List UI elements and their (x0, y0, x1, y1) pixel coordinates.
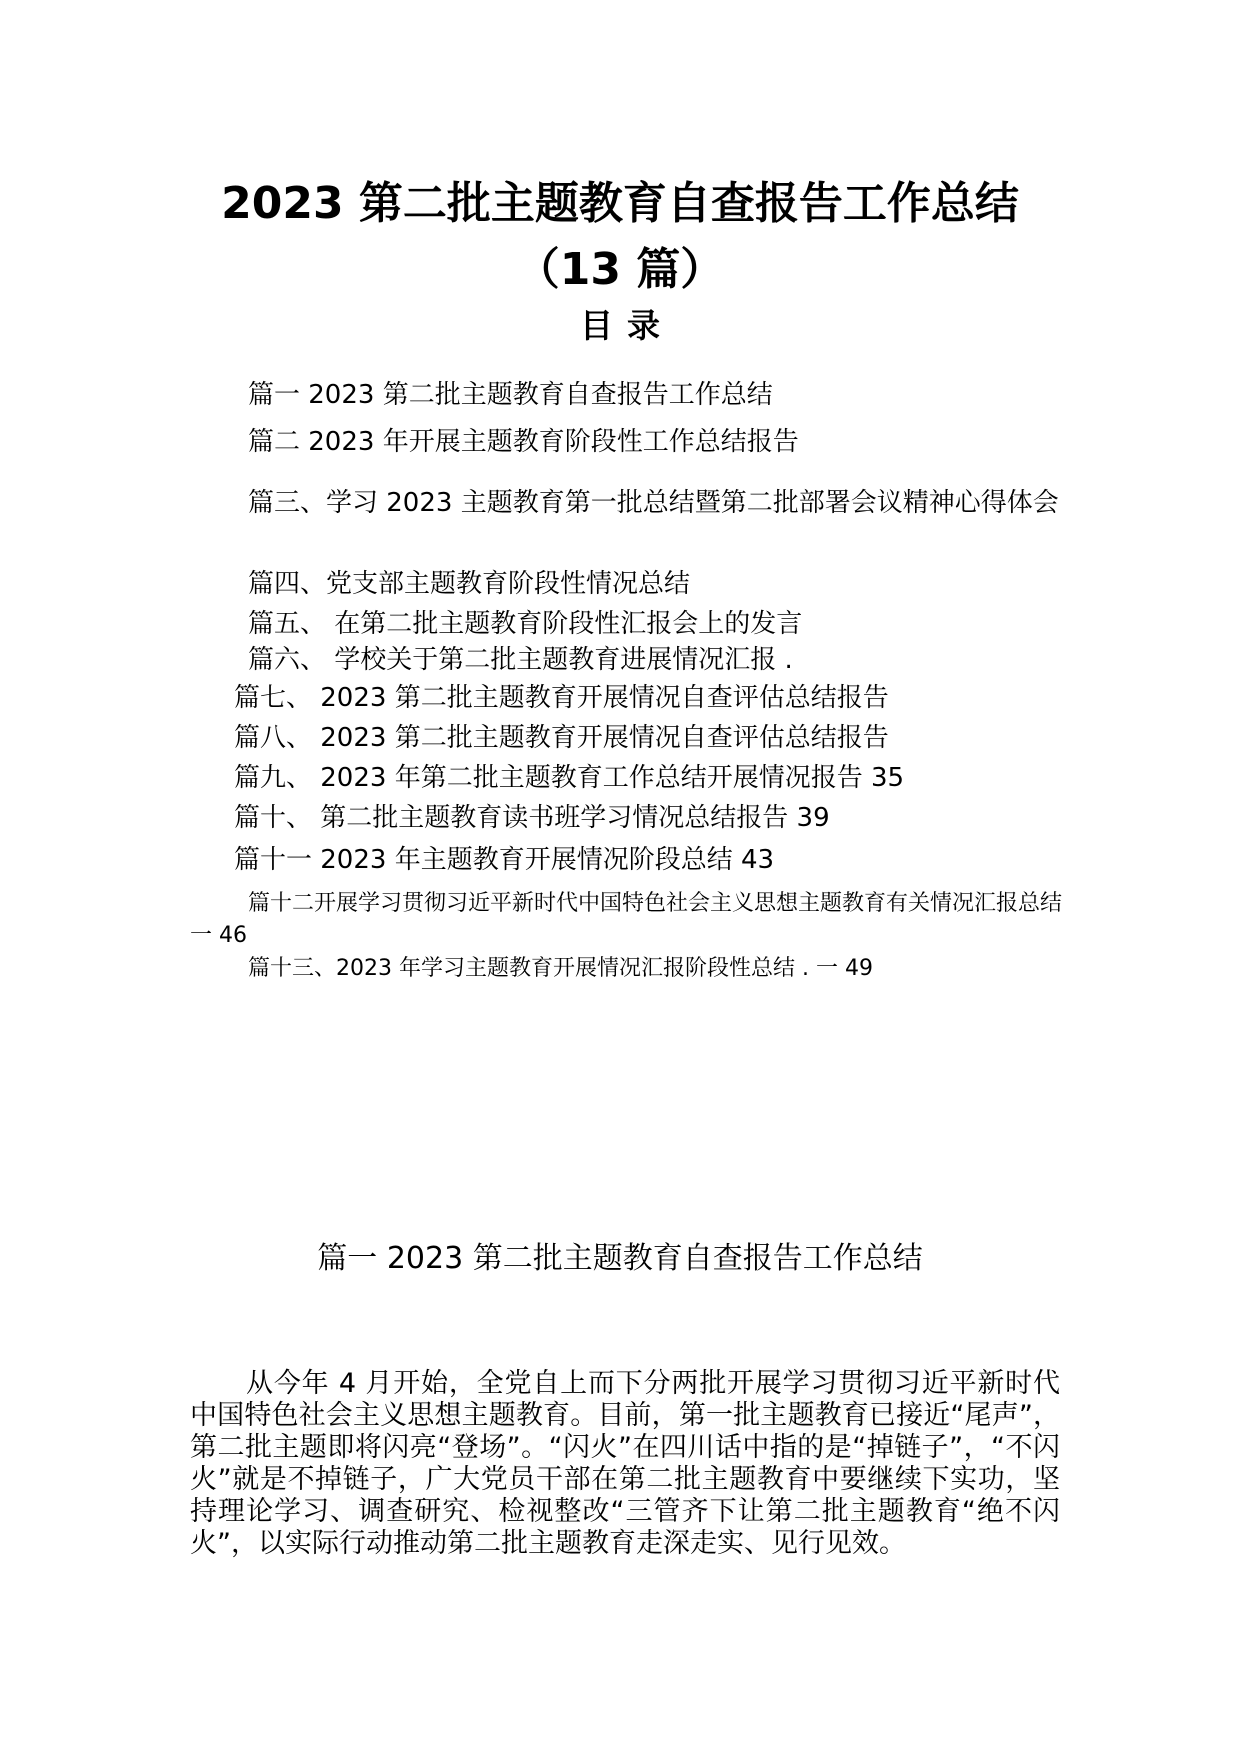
toc-item-6: 篇六、 学校关于第二批主题教育进展情况汇报 . (248, 645, 793, 675)
document-title-count: （13 篇） (515, 244, 725, 295)
toc-item-1: 篇一 2023 第二批主题教育自查报告工作总结 (248, 380, 773, 410)
toc-item-8: 篇八、 2023 第二批主题教育开展情况自查评估总结报告 (234, 723, 889, 753)
toc-heading: 目录 (580, 306, 674, 345)
toc-item-7: 篇七、 2023 第二批主题教育开展情况自查评估总结报告 (234, 683, 889, 713)
body-paragraph: 从今年 4 月开始，全党自上而下分两批开展学习贯彻习近平新时代中国特色社会主义思想主题教育。目前，第一批主题教育已接近“尾声”，第二批主题即将闪亮“登场”。“闪火”在四川话中指的是“掉链子”，“不闪火”就是不掉链子，广大党员干部在第二批主题教育中要继续下实功，坚持理论学习、调查研究、检视整改“三管齐下让第二批主题教育“绝不闪火”，以实际行动推动第二批主题教育走深走实、见行见效。 (190, 1368, 1060, 1559)
section-heading: 篇一 2023 第二批主题教育自查报告工作总结 (317, 1241, 923, 1276)
document-title: 2023 第二批主题教育自查报告工作总结 (221, 178, 1019, 229)
toc-item-13: 篇十三、2023 年学习主题教育开展情况汇报阶段性总结 . 一 49 (248, 956, 873, 981)
toc-item-10: 篇十、 第二批主题教育读书班学习情况总结报告 39 (234, 803, 830, 833)
toc-item-5: 篇五、 在第二批主题教育阶段性汇报会上的发言 (248, 609, 803, 639)
toc-item-11: 篇十一 2023 年主题教育开展情况阶段总结 43 (234, 845, 775, 875)
toc-item-3: 篇三、学习 2023 主题教育第一批总结暨第二批部署会议精神心得体会 (248, 488, 1059, 518)
toc-item-9: 篇九、 2023 年第二批主题教育工作总结开展情况报告 35 (234, 763, 905, 793)
toc-item-2: 篇二 2023 年开展主题教育阶段性工作总结报告 (248, 427, 799, 457)
toc-item-4: 篇四、党支部主题教育阶段性情况总结 (248, 569, 691, 599)
toc-item-12: 篇十二开展学习贯彻习近平新时代中国特色社会主义思想主题教育有关情况汇报总结一 46 (190, 891, 1063, 948)
